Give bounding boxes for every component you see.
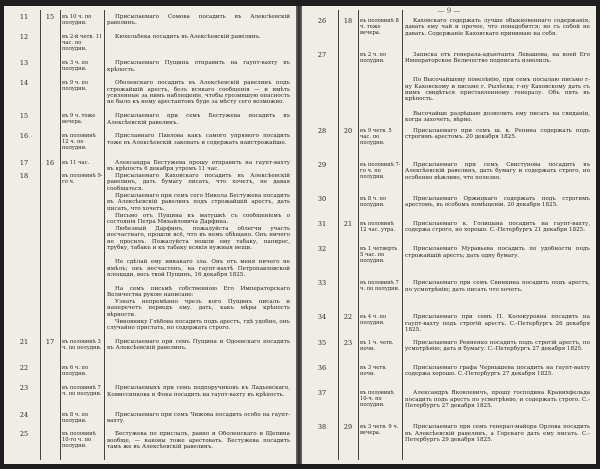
entry-text: Присылаемаго при семъ Свистунова посадить въ Алексѣевскій равелинъ, дать бумагу и содержать строго, но особенно вѣжливо, что полезно. <box>405 161 590 181</box>
table-row <box>4 160 296 173</box>
table-row <box>4 60 296 80</box>
entry-time: въ половинѣ 10-го ч. по полудни. <box>62 431 96 450</box>
entry-number: 18 <box>19 173 29 181</box>
entry-time <box>359 77 402 111</box>
entry-text: Присылаемаго Сомова посадить въ Алексѣевскій равелинъ. <box>107 14 290 27</box>
entry-time: въ половинѣ 12 ч. по полудни. <box>62 133 96 152</box>
table-row <box>302 162 596 196</box>
entry-text: Александра Бестужева прошу отправить на гаупт-вахту въ крѣпость 6 декабря утромъ 11 час. <box>107 159 290 173</box>
entry-date: 18 <box>343 18 353 25</box>
entry-time: въ 2-й четв. 11 час. по полудни. <box>62 33 103 52</box>
table-row <box>302 128 596 162</box>
table-row <box>4 319 296 339</box>
entry-time: въ половинѣ 10-ч. по полудни. <box>360 390 394 409</box>
entry-text: Присылаемаго при семъ сего Никола Бестужева посадить въ Алексѣевскій равелинъ подъ строжайшій арестъ, дать писать, что хочетъ. <box>107 192 290 212</box>
table-row <box>302 246 596 280</box>
entry-number: 35 <box>317 339 327 347</box>
entry-time <box>61 286 104 299</box>
entry-number: 33 <box>317 280 327 288</box>
entry-text: По Высочайшему повелѣнію, при семъ посылаю письмо г-ну Каховскому и письмо г. Рылѣева; г-ну Каховскому дать съ нимъ свидѣться приставленному генералу. Объ пять въ крѣпость. <box>405 77 590 103</box>
entry-time: въ половинѣ 7-го ч. по полудни. <box>360 161 401 180</box>
entry-text: Присылаемаго при семъ ш. к. Репина содержать подъ строгимъ арестомъ. 20 декабря 1825. <box>405 128 590 141</box>
entry-date: 23 <box>343 339 353 347</box>
entry-text: Присылаемаго графа Чернышева посадить на гаупт-вахту содержа хорошо. С.-Петербургъ 27 декабря 1825. <box>405 364 590 378</box>
table-row <box>4 193 296 213</box>
entry-number: 17 <box>19 159 29 167</box>
entry-text: Бестужева по прислалъ, равно и Оболенскаго и Щепина вообще, — каковы тоже арестовать. Бестужева посадить тамъ же въ Алексѣевскій равелинъ. <box>107 431 290 451</box>
table-row <box>302 424 596 458</box>
entry-time: въ 3 ч. по полудни. <box>62 60 89 73</box>
entry-text: Чиновнику Глѣбова посадить подъ арестъ, гдѣ удобно, онъ случайно пристать, но содержать строго. <box>107 318 290 332</box>
entry-time: въ половинѣ 8 ч. тоже вечера. <box>360 18 399 36</box>
entry-date: 29 <box>343 424 353 432</box>
entry-number: 12 <box>19 33 29 41</box>
entry-time: въ 3 четв. ночи. <box>360 364 387 377</box>
entry-text: Узнать непремѣнно чрезъ кого Пущинъ писалъ и наперечетъ перведъ ему, дать, какъ мѣры крѣпость вѣрности. <box>107 298 290 318</box>
entry-number: 38 <box>317 424 327 432</box>
entry-number: 11 <box>19 14 29 21</box>
table-row <box>302 18 596 52</box>
entry-text: Присылаемаго при семъ генерал-майора Орлова посадить въ Алексѣевскій равелинъ, а Горскаго дать ему писать. С.-Петербургъ 29 декабря 1825. <box>405 424 590 443</box>
entry-time: въ 1 четверть 5 час. по полудни. <box>360 246 398 265</box>
entry-text: Каховскаго содержать лучше обыкновеннаго содержанія, давать ему чай и прочее, что понадобится; но съ собой не давать. Содержаніе Каховскаго принимаю на себя. <box>405 18 590 37</box>
entry-time: въ 3 четв. 9 ч. вечера. <box>360 424 399 437</box>
entry-number: 21 <box>19 338 29 346</box>
table-row <box>4 173 296 193</box>
entry-time: въ 4 ч. по полудни. <box>360 314 387 327</box>
entry-text: Присылаемаго при семъ Пущина и Одоевскаго посадить въ Алексѣевскій равелинъ. <box>107 338 290 352</box>
entry-time <box>359 111 402 128</box>
entry-number: 26 <box>317 18 327 25</box>
entry-number: 25 <box>19 431 29 439</box>
entry-time <box>61 226 104 259</box>
table-row <box>302 221 596 246</box>
entry-text: Присылаемаго Пущина отправить на гаупт-вахту въ крѣпость. <box>107 60 290 73</box>
entry-number: 22 <box>19 365 29 373</box>
entry-text: Присланнаго Павлова какъ самого упрямого посадить тоже въ Алексѣевскій заковать и содержать наистрожайше. <box>107 133 290 146</box>
table-row <box>302 52 596 77</box>
table-row <box>4 339 296 366</box>
entry-text: Письмо отъ Пущина къ матушкѣ съ сообщеніемъ о состоянія Петра Михайловича Дарфина. <box>107 212 290 226</box>
table-row <box>4 226 296 259</box>
entry-time: въ 2 ч. по полудни. <box>360 51 387 64</box>
entry-number: 34 <box>317 314 327 322</box>
entry-date: 15 <box>45 14 55 21</box>
entry-time: въ 8 ч. по полудни. <box>62 411 89 424</box>
entry-time: въ половинѣ 7 ч. по полудни. <box>360 280 400 293</box>
entry-time: въ 11 час. <box>62 159 90 166</box>
entry-time: въ 8 ч. по полудни. <box>360 195 387 208</box>
table-row <box>4 133 296 160</box>
entry-number: 13 <box>19 60 29 68</box>
table-row <box>302 340 596 365</box>
entry-number: 16 <box>19 133 29 141</box>
table-row <box>4 365 296 385</box>
entry-time <box>61 193 104 213</box>
left-page <box>4 6 296 464</box>
entry-date: 20 <box>343 128 353 135</box>
entry-number: 31 <box>317 221 327 229</box>
entry-date: 22 <box>343 314 353 322</box>
entry-time <box>61 213 104 226</box>
table-row <box>4 431 296 458</box>
table-row <box>4 412 296 432</box>
entry-text: Присылаемаго при семъ П. Колокуровна посадить на гаупт-вахту подъ строгій арестъ. С.-Петербургъ 26 декабря 1825. <box>405 314 590 333</box>
entry-number: 28 <box>317 128 327 135</box>
table-row <box>4 113 296 133</box>
entry-number: 14 <box>19 80 29 88</box>
entry-number: 24 <box>19 411 29 419</box>
table-row <box>302 390 596 424</box>
table-row <box>4 34 296 61</box>
entry-text: Присылаемаго при семъ Бестужева посадить въ Алексѣевскій равелинъ. <box>107 113 290 126</box>
entry-time: въ половинѣ 3 ч. по полудни. <box>62 338 102 351</box>
entry-number: 32 <box>317 246 327 254</box>
table-row <box>4 80 296 113</box>
entry-number: 29 <box>317 161 327 169</box>
entry-text: Кюхельбека посадить въ Алексѣевскій равелинъ. <box>115 33 261 40</box>
entry-number: 27 <box>317 51 327 59</box>
entry-text: Оболенскаго посадить въ Алексѣевскій равелинъ подъ строжайшій арестъ, безъ всякаго сообщенія — и имѣть усиленные за нимъ наблюденіе, чтобы грозившую опасность не было къ нему арестантовъ буде за мѣсту сего возможно. <box>107 80 290 106</box>
table-row <box>302 314 596 339</box>
entry-number: 37 <box>317 390 327 398</box>
page-header: — 9 — <box>437 7 461 15</box>
table-row <box>4 14 296 34</box>
entry-text: Не сдѣлай ему никакаго зла. Онъ отъ меня ничего не имѣлъ; онъ несчастенъ, на гаупт-вахтѣ Петропавловской площади, весь твой Пущинъ, 16 декабря 1825. <box>107 259 290 278</box>
entry-number: 15 <box>19 113 29 121</box>
entry-text: Любезный Дарфинъ, пожалуйста облегчи участь несчастнаго, прошли всё, что въ немъ обѣщано. Онъ ничего не просилъ. Пожалуйста пошли ему табаку, папирос, трубку, табакъ и къ табаку всякія нужныя вещи. <box>107 226 290 252</box>
entry-time: въ 6 ч. по полудни. <box>62 365 89 378</box>
entry-number: 23 <box>19 385 29 393</box>
entry-date: 16 <box>45 159 55 167</box>
table-row <box>4 385 296 412</box>
entry-text <box>105 365 292 385</box>
entry-date: 21 <box>343 221 353 229</box>
entry-text: Присылаемаго Каховскаго посадить въ Алексѣевскій равелинъ, дать бумагу писать, что хочетъ, не давая сообщаться. <box>107 173 290 192</box>
entry-time: въ 10 ч. по полудни. <box>62 14 92 26</box>
table-row <box>4 213 296 226</box>
entry-number: 30 <box>317 195 327 203</box>
entry-time: въ половинѣ 7 ч. по полудни. <box>62 385 102 398</box>
entry-text: Высочайше разрѣшаю дозволить ему писать на свиданіи, когда захочетъ, вѣрно. <box>405 111 590 124</box>
entry-number: 36 <box>317 364 327 372</box>
table-row <box>4 259 296 286</box>
entry-text: Записка отъ генерала-адъютанта Левашова, на коей Его Императорское Величество подписать изволилъ. <box>405 51 590 65</box>
entry-text: Александръ Яковлевичъ, прошу господина Кранихфельда посадить подъ арестъ по усмотрѣнію, и содержать строго. С.-Петербургъ 27 декабря 1825. <box>405 390 590 410</box>
entry-time: въ 9 ч. по полудни. <box>62 80 89 93</box>
entry-time <box>61 319 104 339</box>
entry-date: 17 <box>45 338 55 346</box>
entry-text: Присылаемаго при семъ Чижова посадить особо на гаупт-вахту. <box>107 411 290 425</box>
entry-time: въ половинѣ 12 час. утра. <box>360 221 395 234</box>
table-row <box>302 365 596 390</box>
entry-time <box>61 299 104 319</box>
table-row <box>302 280 596 314</box>
entry-text: Присылаемаго Ренненко посадить подъ строгій арестъ, по усмотрѣнію; дать и бумагу. С.-Петербургъ 27 декабря 1825. <box>405 339 590 352</box>
table-row <box>302 77 596 111</box>
entry-time: въ 9 ч. тоже вечера. <box>62 113 96 126</box>
entry-time: въ 9 четв. 5 час. по полудни. <box>360 128 392 146</box>
entry-text: На семъ письмѣ собственною Его Императорскаго Величества рукою написано: <box>107 285 290 299</box>
entry-time: въ 1 ч. четв. ночи. <box>360 339 394 352</box>
entry-text: Присылаемаго при семъ Свинкина посадить подъ арестъ, по усмотрѣнію; дать писать что хочетъ. <box>405 280 590 293</box>
right-page <box>302 6 596 464</box>
entry-text: Присылаемаго Оржицкаго содержать подъ строгимъ арестомъ, въ особомъ помѣщеніи. 20 декабря 1825. <box>405 195 590 209</box>
entry-text: Присылаемыхъ при семъ подпоручиковъ къ Ладьевскаго, Комиссинкова и Фока посадить на гаупт-вахту въ крѣпость. <box>107 385 290 398</box>
entry-text: Присылаемаго Муравьева посадить по удобности подъ строжайшій арестъ; дать одну бумагу. <box>405 246 590 259</box>
table-row <box>4 286 296 299</box>
table-row <box>4 299 296 319</box>
entry-text: Присылаемаго к. Голицына посадить на гаупт-вахту, содержа строго, но хорошо. С.-Петербургъ 21 декабря 1825. <box>405 221 590 234</box>
table-row <box>302 111 596 128</box>
entry-time <box>61 259 104 286</box>
table-row <box>302 196 596 221</box>
entry-time: въ половинѣ 9-го ч. <box>62 173 103 186</box>
